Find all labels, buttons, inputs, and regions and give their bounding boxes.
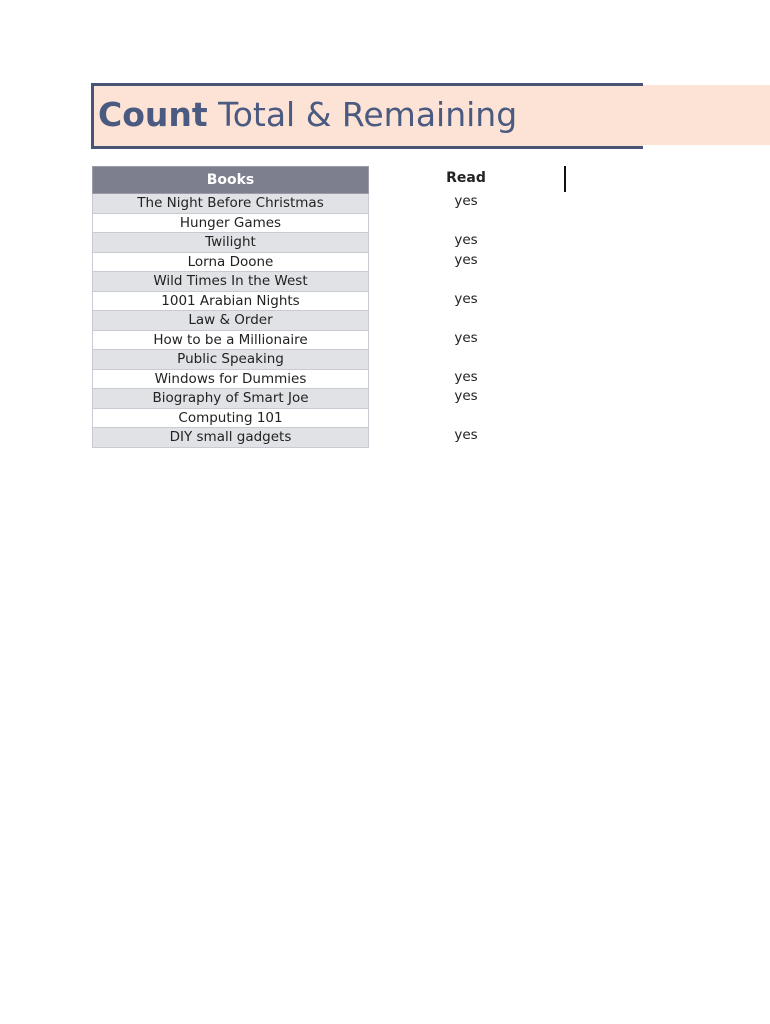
title-box bbox=[91, 83, 643, 149]
book-row bbox=[93, 291, 369, 311]
books-header-cell[interactable]: Books bbox=[93, 167, 369, 194]
book-cell[interactable]: Windows for Dummies bbox=[93, 369, 369, 389]
title-bold-word: Count bbox=[98, 95, 208, 134]
book-row bbox=[93, 389, 369, 409]
read-cell[interactable]: yes bbox=[454, 232, 478, 248]
books-header-row bbox=[93, 167, 369, 194]
book-cell[interactable]: How to be a Millionaire bbox=[93, 330, 369, 350]
read-cell[interactable]: yes bbox=[454, 290, 478, 307]
read-cell[interactable] bbox=[420, 270, 512, 290]
book-cell[interactable]: Hunger Games bbox=[93, 213, 369, 233]
book-row bbox=[93, 428, 369, 448]
book-cell[interactable]: DIY small gadgets bbox=[93, 428, 369, 448]
book-row bbox=[93, 311, 369, 331]
read-cell[interactable]: yes bbox=[454, 251, 478, 268]
book-cell[interactable]: Lorna Doone bbox=[93, 252, 369, 272]
book-cell[interactable]: Law & Order bbox=[93, 311, 369, 331]
book-row bbox=[93, 252, 369, 272]
book-cell[interactable]: Twilight bbox=[93, 233, 369, 253]
book-cell[interactable]: Biography of Smart Joe bbox=[93, 389, 369, 409]
books-table bbox=[92, 166, 369, 448]
book-row bbox=[93, 369, 369, 389]
read-column bbox=[420, 192, 512, 446]
read-cell[interactable]: yes bbox=[454, 329, 478, 346]
read-cell[interactable]: yes bbox=[454, 193, 478, 209]
book-row bbox=[93, 194, 369, 214]
book-row bbox=[93, 233, 369, 253]
read-cell[interactable]: yes bbox=[454, 368, 478, 385]
book-cell[interactable]: Public Speaking bbox=[93, 350, 369, 370]
book-row bbox=[93, 330, 369, 350]
read-cell[interactable] bbox=[420, 348, 512, 368]
book-row bbox=[93, 272, 369, 292]
read-cell[interactable] bbox=[420, 407, 512, 427]
text-cursor bbox=[564, 166, 566, 192]
book-cell[interactable]: Computing 101 bbox=[93, 408, 369, 428]
book-cell[interactable]: The Night Before Christmas bbox=[93, 194, 369, 214]
book-row bbox=[93, 350, 369, 370]
read-cell[interactable]: yes bbox=[454, 388, 478, 404]
read-cell[interactable]: yes bbox=[454, 427, 478, 443]
book-row bbox=[93, 213, 369, 233]
read-cell[interactable] bbox=[420, 212, 512, 232]
read-cell[interactable] bbox=[420, 309, 512, 329]
book-cell[interactable]: Wild Times In the West bbox=[93, 272, 369, 292]
title-band-extension bbox=[640, 85, 770, 145]
page-title bbox=[98, 95, 518, 134]
book-cell[interactable]: 1001 Arabian Nights bbox=[93, 291, 369, 311]
read-header-cell[interactable]: Read bbox=[446, 170, 486, 186]
title-rest: Total & Remaining bbox=[207, 95, 518, 134]
book-row bbox=[93, 408, 369, 428]
